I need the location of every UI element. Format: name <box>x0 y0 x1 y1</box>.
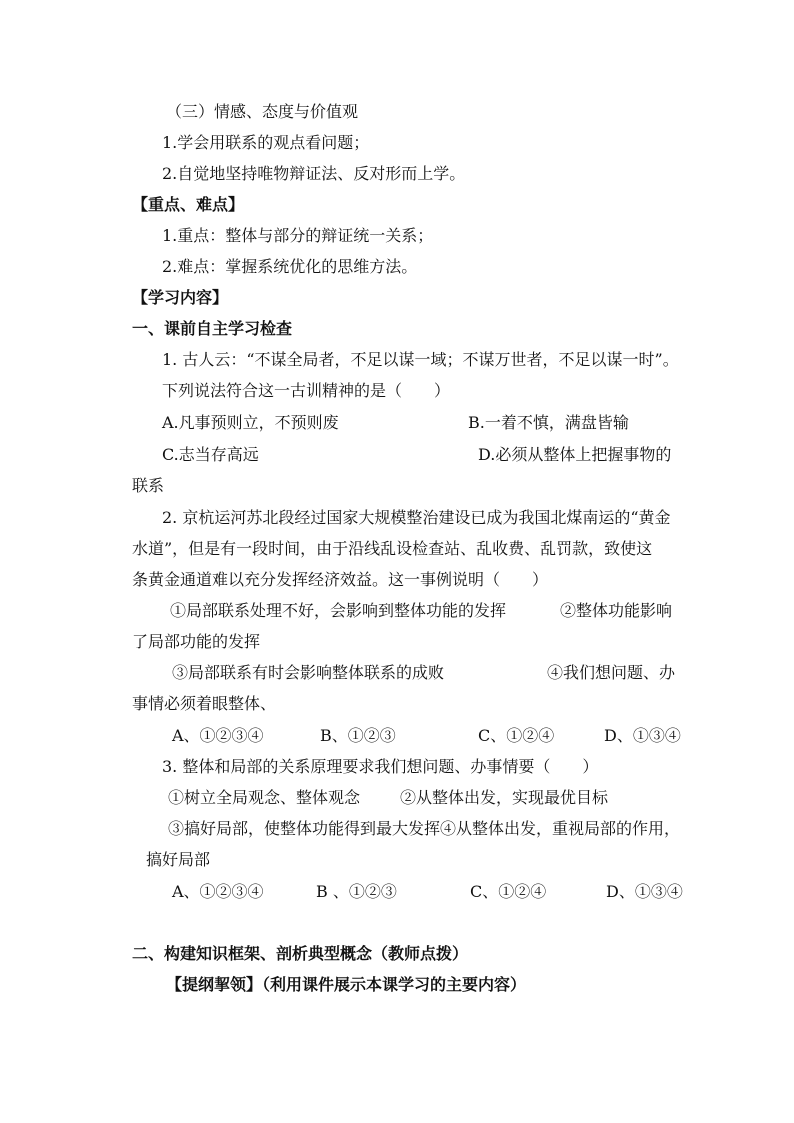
q1-option-a: A.凡事预则立，不预则废 <box>162 413 339 432</box>
q3-option-a: A、①②③④ <box>172 882 264 901</box>
part-two-outline: 【提纲挈领】（利用课件展示本课学习的主要内容） <box>166 975 527 994</box>
part-two-heading: 二、构建知识框架、剖析典型概念（教师点拨） <box>132 944 469 963</box>
q2-line-1: 2. 京杭运河苏北段经过国家大规模整治建设已成为我国北煤南运的“黄金 <box>162 508 671 527</box>
q2-option-a: A、①②③④ <box>172 726 264 745</box>
q3-statement-2: ②从整体出发，实现最优目标 <box>400 788 609 807</box>
q2-option-b: B、①②③ <box>320 726 396 745</box>
q2-statement-3: ③局部联系有时会影响整体联系的成败 <box>172 663 445 682</box>
q2-statement-4: ④我们想问题、办 <box>547 663 676 682</box>
q3-statement-3: ③搞好局部，使整体功能得到最大发挥④从整体出发，重视局部的作用， <box>168 819 681 838</box>
q2-line-3: 条黄金通道难以充分发挥经济效益。这一事例说明（ ） <box>132 570 549 589</box>
section-three-item-1: 1.学会用联系的观点看问题； <box>162 133 370 152</box>
q1-option-d: D.必须从整体上把握事物的 <box>478 445 672 464</box>
key-points-item-2: 2.难点：掌握系统优化的思维方法。 <box>162 257 418 276</box>
q3-option-c: C、①②④ <box>470 882 547 901</box>
section-three-item-2: 2.自觉地坚持唯物辩证法、反对形而上学。 <box>162 164 466 183</box>
q2-option-d: D、①③④ <box>604 726 681 745</box>
q3-line-1: 3. 整体和局部的关系原理要求我们想问题、办事情要（ ） <box>162 757 599 776</box>
q2-statement-1: ①局部联系处理不好，会影响到整体功能的发挥 <box>170 601 507 620</box>
q1-line-2: 下列说法符合这一古训精神的是（ ） <box>162 381 451 400</box>
q2-option-c: C、①②④ <box>478 726 555 745</box>
q1-option-b: B.一着不慎，满盘皆输 <box>468 413 629 432</box>
q2-statement-4-continued: 事情必须着眼整体、 <box>132 694 277 713</box>
key-points-heading: 【重点、难点】 <box>132 195 245 214</box>
q3-statement-1: ①树立全局观念、整体观念 <box>168 788 361 807</box>
part-one-heading: 一、课前自主学习检查 <box>132 319 293 338</box>
key-points-item-1: 1.重点：整体与部分的辩证统一关系； <box>162 226 434 245</box>
q3-option-d: D、①③④ <box>606 882 683 901</box>
section-three-title: （三）情感、态度与价值观 <box>166 102 359 121</box>
q2-statement-2: ②整体功能影响 <box>560 601 673 620</box>
q2-statement-2-continued: 了局部功能的发挥 <box>132 632 261 651</box>
q3-option-b: B 、①②③ <box>316 882 397 901</box>
content-heading: 【学习内容】 <box>132 288 229 307</box>
q1-line-1: 1. 古人云：“不谋全局者，不足以谋一域；不谋万世者，不足以谋一时”。 <box>162 350 679 369</box>
q1-option-d-continued: 联系 <box>132 476 165 495</box>
q1-option-c: C.志当存高远 <box>162 445 259 464</box>
q2-line-2: 水道”，但是有一段时间，由于沿线乱设检查站、乱收费、乱罚款，致使这 <box>132 539 653 558</box>
q3-statement-3-continued: 搞好局部 <box>146 850 211 869</box>
